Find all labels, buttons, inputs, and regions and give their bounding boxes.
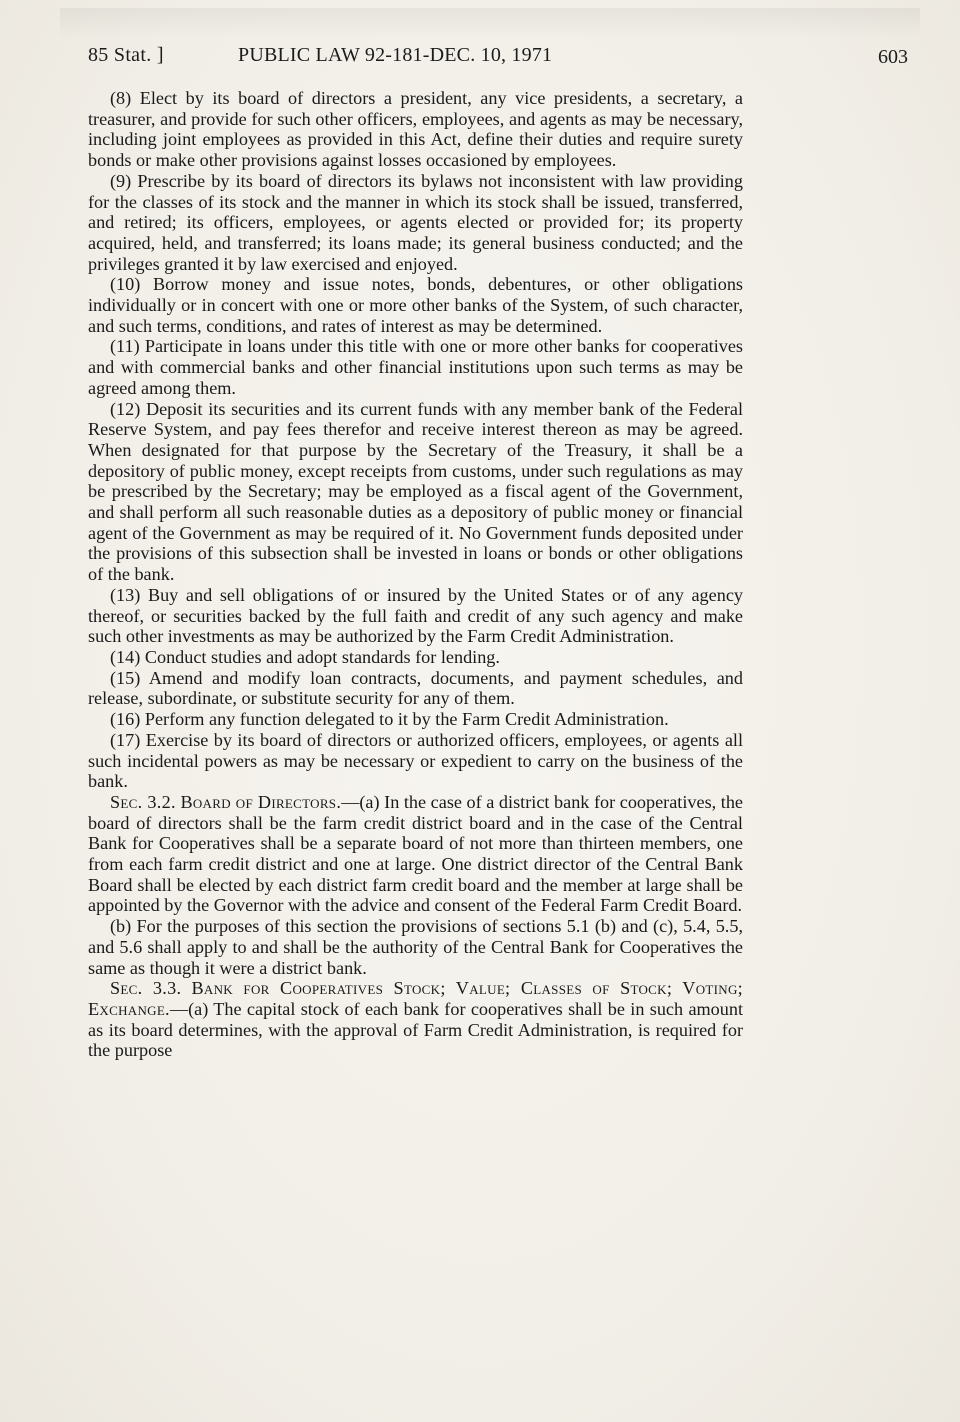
- section-text: —(a) In the case of a district bank for cooperatives, the board of directors shall be the farm credit district board and in the case of the Central Bank for Cooperatives shall be a separate board of not more than thirteen members, one from each farm credit district and one at large. One district director of the Central Bank Board shall be elected by each district farm credit board and the member at large shall be appointed by the Governor with the advice and consent of the Federal Farm Credit Board.: [88, 791, 744, 916]
- section-heading: Board of Directors.: [180, 791, 342, 812]
- page-number: 603: [878, 46, 908, 68]
- section-text: —(a) The capital stock of each bank for cooperatives shall be in such amount as its board determines, with the approval of Farm Credit Administration, is required for the purpose: [88, 998, 743, 1061]
- paragraph-17: (17) Exercise by its board of directors or authorized officers, employees, or agents all such incidental powers as may be necessary or expedient to carry on the business of the bank.: [88, 729, 743, 792]
- body-text: [88, 88, 743, 1061]
- section-label: Sec. 3.2.: [110, 791, 176, 812]
- section-3-2: [88, 792, 743, 916]
- section-3-3: [88, 978, 743, 1061]
- paragraph-13: (13) Buy and sell obligations of or insured by the United States or of any agency thereof, or securities backed by the full faith and credit of any such agency and make such other investments as may be authorized by the Farm Credit Administration.: [88, 584, 743, 647]
- section-3-2-b: (b) For the purposes of this section the provisions of sections 5.1 (b) and (c), 5.4, 5.5, and 5.6 shall apply to and shall be the authority of the Central Bank for Cooperatives the same as though it were a district bank.: [88, 916, 743, 978]
- page-header: [88, 44, 908, 70]
- paragraph-8: (8) Elect by its board of directors a president, any vice presidents, a secretary, a treasurer, and provide for such other officers, employees, and agents as may be necessary, including joint employees as provided in this Act, define their duties and require surety bonds or make other provisions against losses occasioned by employees.: [88, 88, 743, 171]
- paragraph-12: (12) Deposit its securities and its current funds with any member bank of the Federal Reserve System, and pay fees therefor and receive interest thereon as may be agreed. When designated for that purpose by the Secretary of the Treasury, it shall be a depository of public money, except receipts from customs, under such regulations as may be prescribed by the Secretary; may be employed as a fiscal agent of the Government, and shall perform all such reasonable duties as a depository of public money or financial agent of the Government as may be required of it. No Government funds deposited under the provisions of this subsection shall be invested in loans or bonds or other obligations of the bank.: [88, 398, 743, 585]
- section-label: Sec. 3.3.: [110, 978, 182, 999]
- paragraph-9: (9) Prescribe by its board of directors its bylaws not inconsistent with law providing for the classes of its stock and the manner in which its stock shall be issued, transferred, and retired; its officers, employees, or agents elected or provided for; its property acquired, held, and transferred; its loans made; its general business conducted; and the privileges granted it by law exercised and enjoyed.: [88, 170, 743, 274]
- paragraph-11: (11) Participate in loans under this title with one or more other banks for cooperatives and with commercial banks and other financial institutions upon such terms as may be agreed among them.: [88, 336, 743, 398]
- bleed-through-shadow: [60, 8, 920, 38]
- paragraph-14: (14) Conduct studies and adopt standards for lending.: [110, 646, 500, 667]
- section-heading: Bank for Cooperatives Stock; Value; Classes of Stock; Voting; Exchange.: [88, 978, 743, 1019]
- public-law-title: PUBLIC LAW 92-181-DEC. 10, 1971: [238, 44, 553, 66]
- paragraph-10: (10) Borrow money and issue notes, bonds, debentures, or other obligations individually or in concert with one or more other banks of the System, of such character, and such terms, conditions, and rates of interest as may be determined.: [88, 274, 743, 336]
- statute-reference: 85 Stat. ]: [88, 44, 164, 66]
- paragraph-16: (16) Perform any function delegated to it by the Farm Credit Administration.: [110, 709, 669, 730]
- paragraph-15: (15) Amend and modify loan contracts, documents, and payment schedules, and release, subordinate, or substitute security for any of them.: [88, 667, 743, 709]
